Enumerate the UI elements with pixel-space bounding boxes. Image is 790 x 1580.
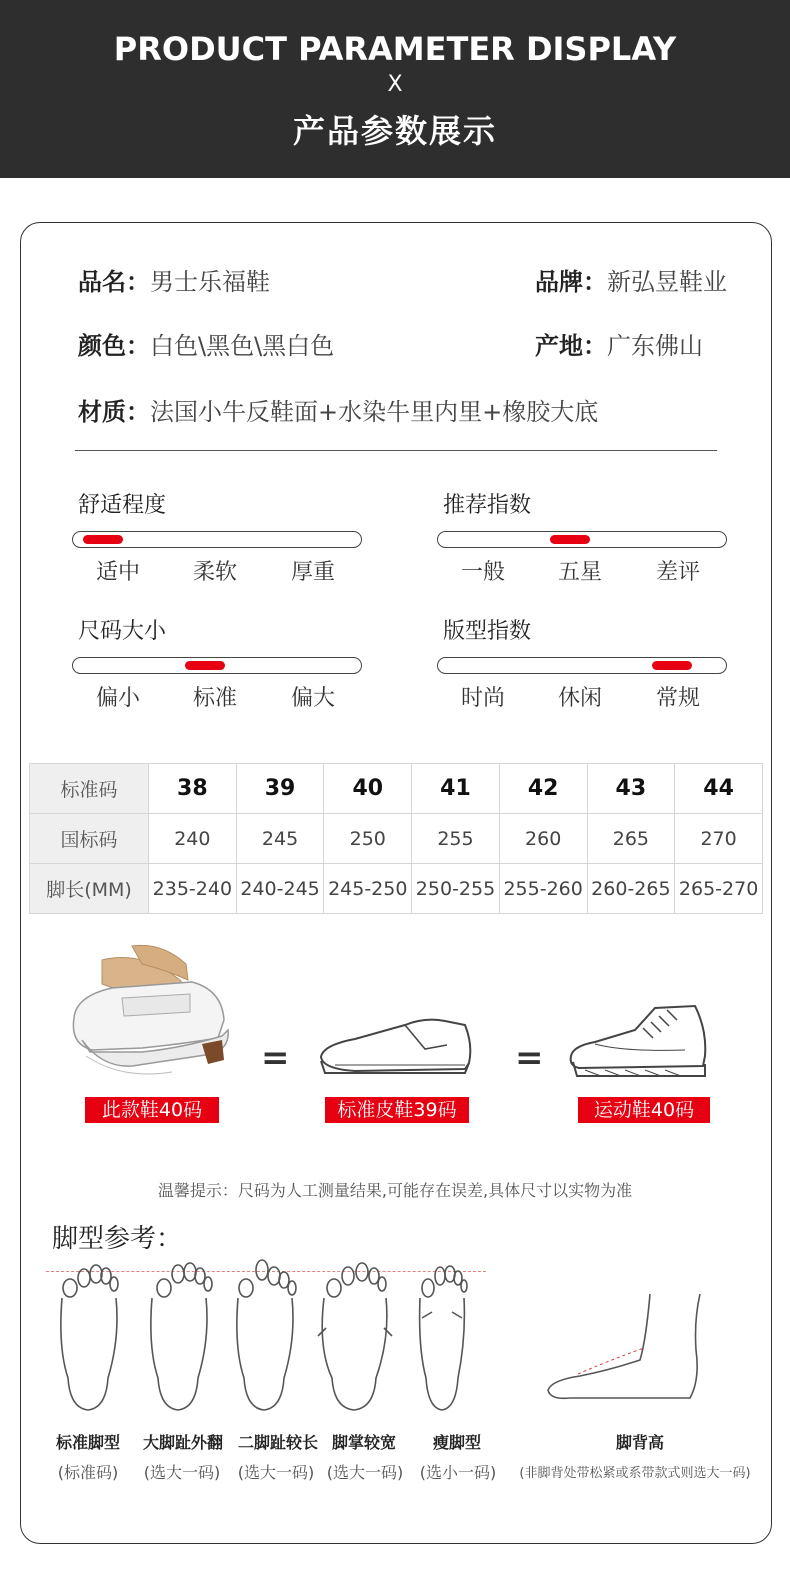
scale-track	[437, 657, 727, 674]
scale-indicator	[83, 535, 123, 544]
header-title-cn: 产品参数展示	[292, 112, 497, 150]
table-cell: 250-255	[412, 864, 500, 914]
header-title-en: PRODUCT PARAMETER DISPLAY	[113, 30, 677, 68]
foot-type-label: 大脚趾外翻	[142, 1433, 223, 1452]
scale-option: 一般	[460, 560, 505, 585]
scale-track	[437, 531, 727, 548]
tip-text: 温馨提示：尺码为人工测量结果,可能存在误差,具体尺寸以实物为准	[157, 1181, 633, 1200]
header-banner	[0, 0, 790, 178]
scale-option: 偏小	[95, 686, 140, 711]
foot-type-label: 二脚趾较长	[237, 1433, 318, 1452]
table-cell: 255-260	[499, 864, 587, 914]
divider	[75, 450, 717, 451]
table-cell: 38	[149, 764, 237, 814]
foot-type-label: 脚背高	[615, 1433, 664, 1452]
param-color: 颜色：白色\黑色\黑白色	[78, 332, 335, 360]
leather-shoe-icon	[315, 1005, 480, 1085]
scale-option: 休闲	[557, 686, 602, 711]
table-cell: 270	[675, 814, 763, 864]
scale-title: 推荐指数	[443, 493, 532, 518]
param-name: 品名：男士乐福鞋	[78, 268, 270, 296]
scale-title: 舒适程度	[78, 493, 167, 518]
sneaker-icon	[565, 1000, 715, 1085]
row-header: 脚长(MM)	[30, 864, 149, 914]
scale-track	[72, 657, 362, 674]
table-cell: 43	[587, 764, 675, 814]
table-cell: 240	[149, 814, 237, 864]
table-cell: 260-265	[587, 864, 675, 914]
header-separator: X	[387, 72, 403, 97]
badge-leather-shoe: 标准皮鞋39码	[325, 1097, 469, 1123]
table-row	[30, 764, 763, 814]
badge-this-shoe: 此款鞋40码	[85, 1097, 219, 1123]
row-header: 标准码	[30, 764, 149, 814]
table-cell: 44	[675, 764, 763, 814]
table-cell: 245-250	[324, 864, 412, 914]
foot-type-note: (选大一码)	[237, 1463, 315, 1482]
table-cell: 265-270	[675, 864, 763, 914]
scale-option: 偏大	[290, 686, 335, 711]
scale-option: 厚重	[290, 560, 335, 585]
badge-sneaker: 运动鞋40码	[578, 1097, 710, 1123]
foot-type-note: (标准码)	[57, 1463, 119, 1482]
high-instep-foot-icon	[540, 1290, 720, 1410]
table-cell: 42	[499, 764, 587, 814]
foot-title: 脚型参考：	[52, 1224, 183, 1254]
equals-sign-2: =	[515, 1038, 544, 1078]
table-cell: 41	[412, 764, 500, 814]
param-brand: 品牌：新弘昱鞋业	[535, 268, 727, 296]
table-cell: 265	[587, 814, 675, 864]
scale-option: 差评	[655, 560, 700, 585]
param-material: 材质：法国小牛反鞋面+水染牛里内里+橡胶大底	[78, 398, 599, 426]
table-cell: 40	[324, 764, 412, 814]
table-cell: 235-240	[149, 864, 237, 914]
foot-type-note: (选小一码)	[419, 1463, 497, 1482]
scale-option: 常规	[655, 686, 700, 711]
row-header: 国标码	[30, 814, 149, 864]
table-cell: 260	[499, 814, 587, 864]
foot-type-label: 脚掌较宽	[331, 1433, 396, 1452]
foot-type-label: 标准脚型	[55, 1433, 120, 1452]
scale-option: 标准	[192, 686, 237, 711]
scale-indicator	[185, 661, 225, 670]
scale-option: 五星	[557, 560, 602, 585]
scale-track	[72, 531, 362, 548]
table-cell: 39	[236, 764, 324, 814]
scale-option: 适中	[95, 560, 140, 585]
scale-indicator	[550, 535, 590, 544]
table-row	[30, 814, 763, 864]
table-row	[30, 864, 763, 914]
param-origin: 产地：广东佛山	[535, 332, 703, 360]
size-table	[29, 763, 763, 914]
foot-type-label: 瘦脚型	[432, 1433, 481, 1452]
scale-option: 柔软	[192, 560, 237, 585]
foot-type-note: (选大一码)	[143, 1463, 221, 1482]
foot-type-note: (选大一码)	[326, 1463, 404, 1482]
loafer-shoe-photo	[62, 940, 232, 1090]
scale-option: 时尚	[460, 686, 505, 711]
scale-indicator	[652, 661, 692, 670]
scale-title: 尺码大小	[78, 619, 167, 644]
table-cell: 240-245	[236, 864, 324, 914]
equals-sign-1: =	[261, 1038, 290, 1078]
table-cell: 255	[412, 814, 500, 864]
table-cell: 250	[324, 814, 412, 864]
scale-title: 版型指数	[443, 619, 532, 644]
foot-outlines	[40, 1258, 510, 1418]
foot-type-note: (非脚背处带松紧或系带款式则选大一码)	[519, 1466, 751, 1481]
table-cell: 245	[236, 814, 324, 864]
